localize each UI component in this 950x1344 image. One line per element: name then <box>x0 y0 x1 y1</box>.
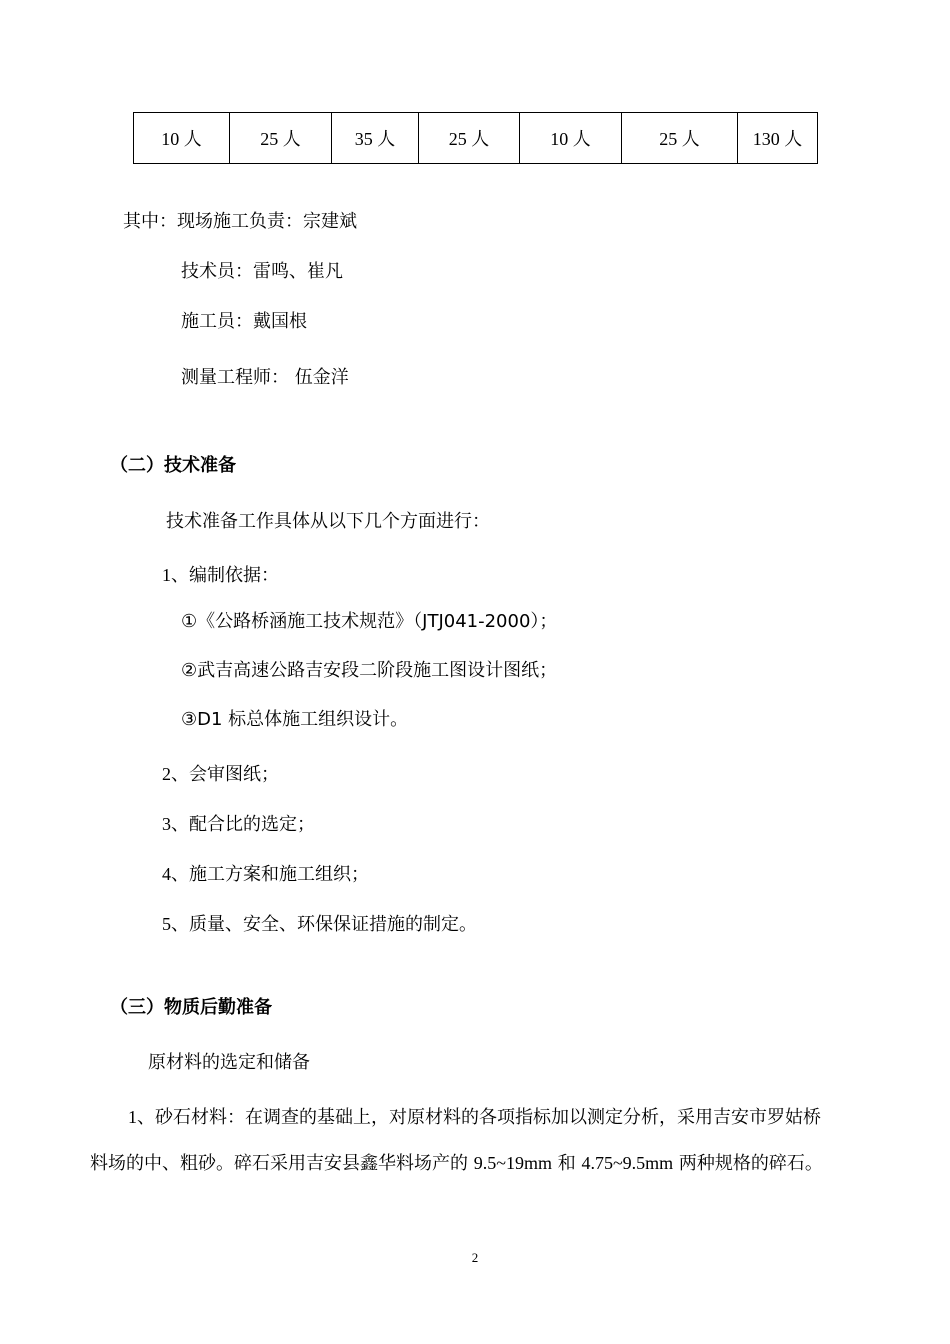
item-number: 4、 <box>162 864 189 884</box>
paragraph-text: 料场的中、粗砂。碎石采用吉安县鑫华料场产的 <box>90 1153 474 1174</box>
table-row <box>134 113 818 164</box>
item-number: 2、 <box>162 764 189 784</box>
table-cell: 25 人 <box>230 113 332 164</box>
spec-value: 4.75~9.5mm <box>581 1153 674 1173</box>
personnel-survey: 测量工程师： 伍金洋 <box>181 367 349 388</box>
table-cell: 10 人 <box>520 113 622 164</box>
basis-item: ②武吉高速公路吉安段二阶段施工图设计图纸； <box>181 660 558 681</box>
section2-heading: （二）技术准备 <box>110 455 236 476</box>
page-number: 2 <box>471 1250 479 1265</box>
paragraph-text: 和 <box>551 1153 582 1174</box>
section3-intro: 原材料的选定和储备 <box>148 1052 310 1073</box>
paragraph-text: 砂石材料：在调查的基础上，对原材料的各项指标加以测定分析，采用吉安市罗姑桥 <box>155 1107 821 1128</box>
personnel-lead: 其中：现场施工负责：宗建斌 <box>123 211 357 232</box>
table-cell: 35 人 <box>332 113 419 164</box>
table-cell: 25 人 <box>419 113 520 164</box>
basis-item: ①《公路桥涵施工技术规范》（JTJ041-2000）； <box>181 611 558 632</box>
table-cell: 130 人 <box>738 113 818 164</box>
section3-heading: （三）物质后勤准备 <box>110 997 272 1018</box>
spec-value: 9.5~19mm <box>473 1153 552 1173</box>
item-text: 质量、安全、环保保证措施的制定。 <box>189 914 477 935</box>
list-item <box>162 812 315 837</box>
item-number: 1、 <box>162 565 189 585</box>
item-text: 编制依据： <box>189 565 279 586</box>
section2-intro: 技术准备工作具体从以下几个方面进行： <box>166 511 490 532</box>
item-number: 1、 <box>128 1107 155 1127</box>
item-number: 5、 <box>162 914 189 934</box>
list-item <box>162 862 369 887</box>
personnel-worker: 施工员：戴国根 <box>181 311 307 332</box>
item-text: 配合比的选定； <box>189 814 315 835</box>
basis-item: ③D1 标总体施工组织设计。 <box>181 709 409 730</box>
table-cell: 25 人 <box>622 113 738 164</box>
paragraph-line <box>128 1105 821 1130</box>
table-cell: 10 人 <box>134 113 230 164</box>
item-number: 3、 <box>162 814 189 834</box>
list-item <box>162 912 477 937</box>
item-text: 会审图纸； <box>189 764 279 785</box>
list-item <box>162 563 279 588</box>
paragraph-text: 两种规格的碎石。 <box>673 1153 823 1174</box>
personnel-tech: 技术员：雷鸣、崔凡 <box>181 261 343 282</box>
item-text: 施工方案和施工组织； <box>189 864 369 885</box>
paragraph-line <box>90 1151 823 1176</box>
staffing-table <box>133 112 818 164</box>
list-item <box>162 762 279 787</box>
